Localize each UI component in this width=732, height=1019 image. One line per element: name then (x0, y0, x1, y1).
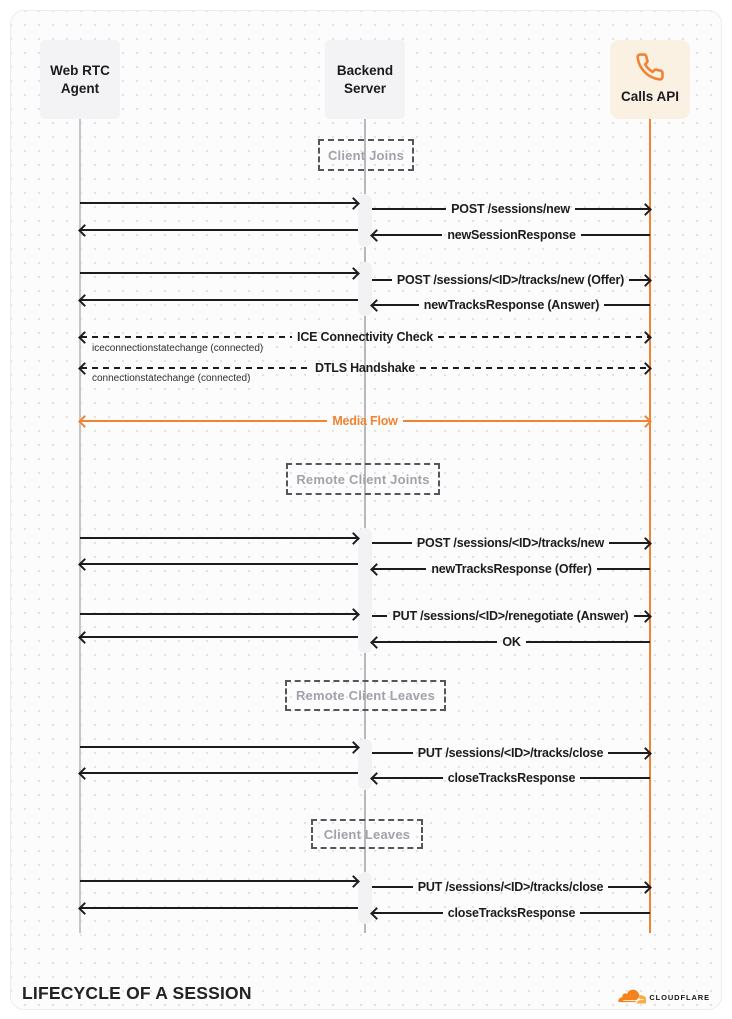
arrowhead-right-icon (639, 274, 652, 287)
arrowhead-right-icon (347, 741, 360, 754)
phase-box (286, 463, 440, 495)
arrowhead-right-icon (347, 267, 360, 280)
arrowhead-left-icon (78, 767, 91, 780)
actor-calls-api-label: Calls API (620, 89, 680, 105)
message-label: ICE Connectivity Check (297, 330, 433, 344)
message-arrow (80, 291, 358, 309)
message-label: POST /sessions/<ID>/tracks/new (Offer) (396, 273, 625, 287)
arrow-line (580, 912, 650, 914)
arrow-line (81, 772, 358, 774)
arrowhead-left-icon (78, 294, 91, 307)
phone-icon (635, 52, 665, 82)
arrowhead-right-icon (347, 608, 360, 621)
message-arrow (372, 744, 650, 762)
activation-bar (358, 194, 372, 247)
arrow-line (80, 746, 357, 748)
arrow-line (80, 880, 357, 882)
actor-backend-server-label: Backend Server (336, 62, 394, 96)
message-arrow (372, 560, 650, 578)
arrowhead-right-icon (639, 537, 652, 550)
message-arrow (80, 555, 358, 573)
arrow-line (373, 641, 497, 643)
message-arrow (80, 899, 358, 917)
message-label: POST /sessions/<ID>/tracks/new (416, 536, 605, 550)
message-arrow (80, 738, 358, 756)
activation-bar (358, 872, 372, 924)
arrow-line (80, 272, 357, 274)
arrow-line (420, 367, 649, 369)
arrowhead-right-icon (639, 331, 652, 344)
message-arrow (80, 605, 358, 623)
arrow-line (81, 367, 310, 369)
arrow-line (372, 615, 387, 617)
arrowhead-left-icon (78, 331, 91, 344)
arrowhead-right-icon (347, 197, 360, 210)
message-arrow (80, 412, 650, 430)
actor-backend-server (325, 40, 405, 119)
event-note: iceconnectionstatechange (connected) (92, 343, 264, 354)
arrow-line (81, 336, 292, 338)
message-arrow (372, 200, 650, 218)
activation-bar (358, 739, 372, 790)
arrow-line (580, 777, 650, 779)
arrow-line (373, 234, 442, 236)
cloudflare-cloud-icon (615, 989, 646, 1005)
message-label: PUT /sessions/<ID>/tracks/close (417, 880, 604, 894)
arrow-line (81, 420, 327, 422)
phase-box (318, 139, 414, 171)
message-arrow (372, 534, 650, 552)
arrowhead-left-icon (78, 362, 91, 375)
arrow-line (80, 613, 357, 615)
message-arrow (80, 194, 358, 212)
message-arrow (80, 764, 358, 782)
actor-webrtc-agent-label: Web RTC Agent (50, 62, 110, 96)
message-label: newTracksResponse (Offer) (431, 562, 592, 576)
arrowhead-left-icon (78, 902, 91, 915)
arrowhead-right-icon (639, 610, 652, 623)
arrow-line (373, 777, 443, 779)
arrow-line (403, 420, 649, 422)
message-label: PUT /sessions/<ID>/renegotiate (Answer) (392, 609, 629, 623)
arrow-line (581, 234, 650, 236)
message-arrow (372, 296, 650, 314)
message-label: POST /sessions/new (451, 202, 570, 216)
message-arrow (80, 529, 358, 547)
arrowhead-right-icon (639, 362, 652, 375)
arrowhead-left-icon (370, 299, 383, 312)
arrowhead-right-icon (639, 415, 652, 428)
message-label: DTLS Handshake (315, 361, 416, 375)
message-label: Media Flow (332, 414, 398, 428)
phase-label: Client Joins (327, 147, 405, 163)
phase-box (311, 819, 423, 849)
message-label: closeTracksResponse (447, 771, 576, 785)
arrow-line (597, 568, 650, 570)
arrow-line (80, 537, 357, 539)
arrow-line (81, 299, 358, 301)
actor-webrtc-agent (40, 40, 120, 119)
message-arrow (372, 904, 650, 922)
message-arrow (372, 878, 650, 896)
arrowhead-left-icon (78, 631, 91, 644)
arrowhead-right-icon (347, 875, 360, 888)
message-arrow (80, 628, 358, 646)
arrow-line (604, 304, 650, 306)
message-arrow (80, 264, 358, 282)
arrow-line (81, 636, 358, 638)
phase-label: Client Leaves (323, 826, 411, 842)
arrow-line (373, 912, 443, 914)
phase-label: Remote Client Joints (296, 471, 430, 487)
arrowhead-right-icon (639, 747, 652, 760)
arrowhead-left-icon (78, 224, 91, 237)
message-arrow (372, 607, 650, 625)
arrow-line (372, 752, 413, 754)
arrow-line (372, 542, 412, 544)
arrowhead-left-icon (78, 558, 91, 571)
arrow-line (80, 202, 357, 204)
arrowhead-right-icon (639, 881, 652, 894)
message-arrow (372, 226, 650, 244)
arrow-line (438, 336, 649, 338)
arrowhead-right-icon (347, 532, 360, 545)
message-label: PUT /sessions/<ID>/tracks/close (417, 746, 604, 760)
phase-box (285, 680, 446, 711)
arrowhead-left-icon (370, 636, 383, 649)
actor-calls-api (610, 40, 690, 119)
arrow-line (81, 563, 358, 565)
arrow-line (372, 279, 392, 281)
arrow-line (372, 886, 413, 888)
cloudflare-logo (615, 989, 710, 1005)
message-label: closeTracksResponse (447, 906, 576, 920)
cloudflare-wordmark: CLOUDFLARE (649, 992, 710, 1002)
arrowhead-left-icon (78, 415, 91, 428)
lifeline-webrtc-agent (79, 119, 81, 933)
arrowhead-left-icon (370, 907, 383, 920)
arrowhead-left-icon (370, 772, 383, 785)
arrow-line (526, 641, 650, 643)
arrowhead-right-icon (639, 203, 652, 216)
event-note: connectionstatechange (connected) (92, 373, 251, 384)
arrow-line (372, 208, 446, 210)
message-label: newTracksResponse (Answer) (423, 298, 600, 312)
message-arrow (80, 221, 358, 239)
arrow-line (81, 907, 358, 909)
arrowhead-left-icon (370, 563, 383, 576)
activation-bar (358, 528, 372, 653)
message-arrow (372, 271, 650, 289)
message-label: newSessionResponse (447, 228, 576, 242)
activation-bar (358, 262, 372, 316)
message-arrow (372, 633, 650, 651)
message-arrow (372, 769, 650, 787)
phase-label: Remote Client Leaves (295, 688, 436, 703)
arrow-line (81, 229, 358, 231)
page-title: LIFECYCLE OF A SESSION (22, 983, 252, 1003)
message-label: OK (502, 635, 521, 649)
message-arrow (80, 872, 358, 890)
arrowhead-left-icon (370, 229, 383, 242)
